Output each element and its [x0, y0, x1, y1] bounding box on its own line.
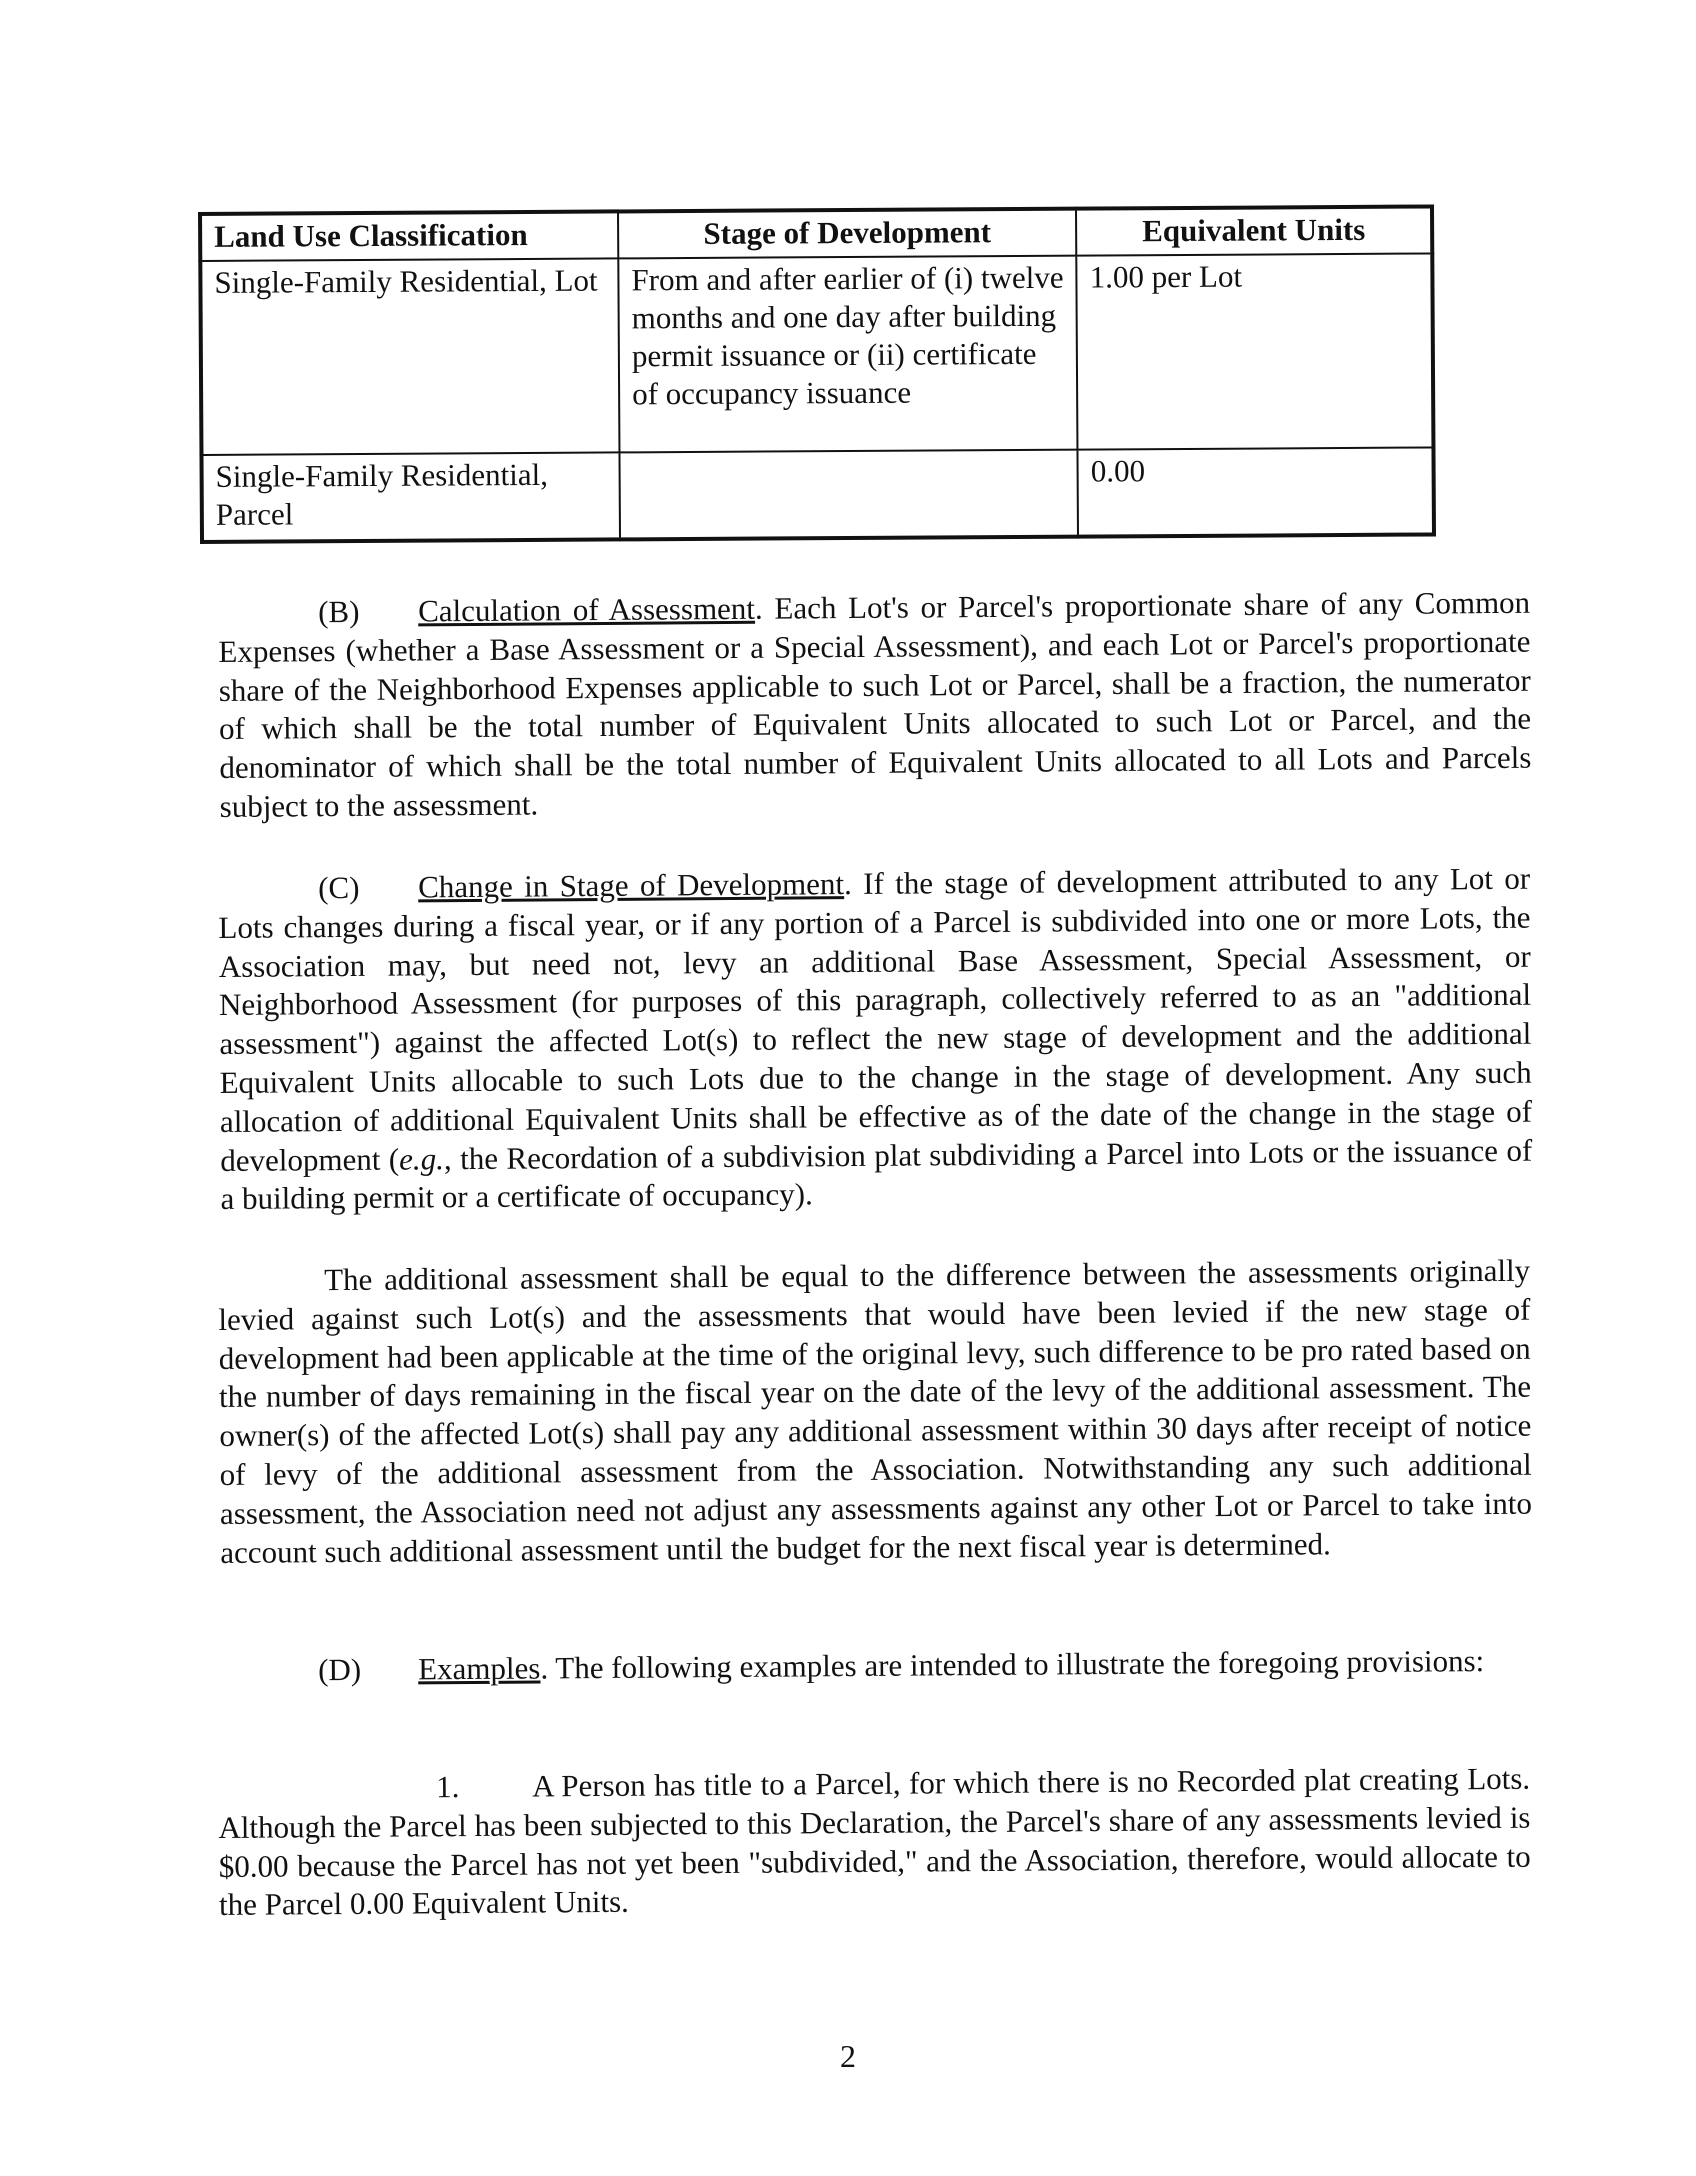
section-c-eg: e.g.	[399, 1140, 445, 1177]
page-number: 2	[840, 2038, 856, 2074]
example-1-text: A Person has title to a Parcel, for which there is no Recorded plat creating Lots. Although the Parcel has been subjected to this Declaration, the Parcel's share of any assessments levied is $0.00 because the Parcel has not yet been "subdivided," and the Association, therefore, would allocate to the Parcel 0.00 Equivalent Units.	[218, 1760, 1531, 1923]
section-b-paragraph	[218, 584, 1532, 827]
example-1-paragraph	[218, 1760, 1531, 1925]
example-1-number: 1.	[436, 1769, 460, 1805]
table-cell-units: 0.00	[1078, 447, 1434, 536]
table-cell-stage	[620, 450, 1079, 540]
additional-assessment-paragraph: The additional assessment shall be equal to the difference between the assessments originally levied against such Lot(s) and the assessments that would have been levied if the new stage of development had been applicable at the time of the original levy, such difference to be pro rated based on the number of days remaining in the fiscal year on the date of the levy of the additional assessment. The owner(s) of the affected Lot(s) shall pay any additional assessment within 30 days after receipt of notice of levy of the additional assessment from the Association. Notwithstanding any such additional assessment, the Association need not adjust any assessments against any other Lot or Parcel to take into account such additional assessment until the budget for the next fiscal year is determined.	[218, 1252, 1533, 1570]
equivalent-units-table	[198, 204, 1436, 544]
section-d-label: (D)	[318, 1651, 362, 1688]
section-d-text: . The following examples are intended to illustrate the foregoing provisions:	[540, 1643, 1485, 1686]
section-c-heading: Change in Stage of Development	[418, 866, 845, 905]
section-d-heading: Examples	[418, 1650, 541, 1687]
section-c-paragraph	[218, 860, 1533, 1219]
table-cell-stage: From and after earlier of (i) twelve months and one day after building permit issuance or (ii) certificate of occupancy issuance	[618, 256, 1077, 453]
section-b-text: . Each Lot's or Parcel's proportionate share of any Common Expenses (whether a Base Assessment or a Special Assessment), and each Lot or Parcel's proportionate share of the Neighborhood Expenses applicable to such Lot or Parcel, shall be a fraction, the numerator of which shall be the total number of Equivalent Units allocated to such Lot or Parcel, and the denominator of which shall be the total number of Equivalent Units allocated to all Lots and Parcels subject to the assessment.	[218, 584, 1532, 824]
section-b-heading: Calculation of Assessment	[418, 590, 756, 629]
section-c-label: (C)	[318, 869, 360, 906]
section-b-label: (B)	[318, 593, 360, 630]
section-c-text-end: , the Recordation of a subdivision plat subdividing a Parcel into Lots or the issuance of a building permit or a certificate of occupancy).	[220, 1132, 1533, 1217]
table-cell-units: 1.00 per Lot	[1077, 253, 1434, 449]
header-stage: Stage of Development	[618, 209, 1076, 259]
table-cell-classification: Single-Family Residential, Lot	[200, 258, 619, 455]
header-equivalent-units: Equivalent Units	[1076, 206, 1432, 255]
section-c-text: . If the stage of development attributed to any Lot or Lots changes during a fiscal year, or if any portion of a Parcel is subdivided into one or more Lots, the Association may, but need not, levy an additional Base Assessment, Special Assessment, or Neighborhood Assessment (for purposes of this paragraph, collectively referred to as an "additional assessment") against the affected Lot(s) to reflect the new stage of development and the additional Equivalent Units allocable to such Lots due to the change in the stage of development. Any such allocation of additional Equivalent Units shall be effective as of the date of the change in the stage of development (	[218, 860, 1533, 1178]
header-land-use: Land Use Classification	[200, 211, 618, 261]
table-row	[201, 447, 1434, 542]
table-row	[200, 253, 1433, 455]
section-d-paragraph	[218, 1642, 1530, 1691]
table-header-row	[200, 206, 1432, 261]
table-cell-classification: Single-Family Residential, Parcel	[201, 452, 620, 542]
